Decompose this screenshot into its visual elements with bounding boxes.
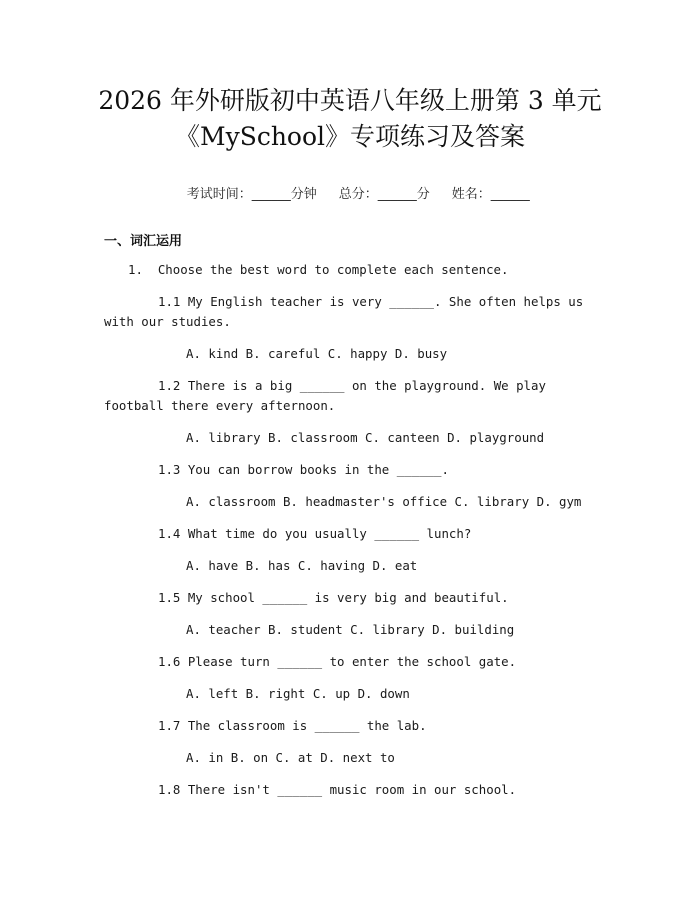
question-item: [104, 292, 604, 332]
student-name-label: 姓名：______: [451, 187, 530, 202]
section-heading: 一、词汇运用: [104, 234, 183, 249]
exam-meta: [0, 168, 700, 217]
exam-time-label: 考试时间：______分钟: [186, 187, 317, 202]
question-item: [104, 716, 604, 736]
question-item: [104, 780, 604, 800]
question-item: [104, 376, 604, 416]
question-text: 1.2 There is a big ______ on the playground. We play football there every afternoon.: [104, 378, 546, 413]
question-item: [104, 652, 604, 672]
question-options: A. library B. classroom C. canteen D. playground: [186, 430, 545, 445]
question-text: 1.5 My school ______ is very big and beautiful.: [158, 590, 509, 605]
question-options: A. in B. on C. at D. next to: [186, 750, 395, 765]
page-title-line2: 《MySchool》专项练习及答案: [174, 122, 526, 151]
total-score-label: 总分：______分: [338, 187, 430, 202]
question-item: [104, 460, 604, 480]
question-text: 1.7 The classroom is ______ the lab.: [158, 718, 427, 733]
question-item: [104, 524, 604, 544]
question-options: A. left B. right C. up D. down: [186, 686, 410, 701]
question-text: 1.4 What time do you usually ______ lunch?: [158, 526, 472, 541]
question-options: A. have B. has C. having D. eat: [186, 558, 418, 573]
page-title-line1: 2026 年外研版初中英语八年级上册第 3 单元: [98, 86, 602, 115]
question-text: 1.1 My English teacher is very ______. She often helps us with our studies.: [104, 294, 584, 329]
question-options: A. teacher B. student C. library D. building: [186, 622, 515, 637]
question-text: 1.3 You can borrow books in the ______.: [158, 462, 449, 477]
question-options: A. kind B. careful C. happy D. busy: [186, 346, 448, 361]
question-options: A. classroom B. headmaster's office C. library D. gym: [186, 494, 582, 509]
question-text: 1.6 Please turn ______ to enter the school gate.: [158, 654, 517, 669]
question-item: [104, 588, 604, 608]
question-instruction: 1. Choose the best word to complete each sentence.: [128, 262, 509, 277]
question-text: 1.8 There isn't ______ music room in our school.: [158, 782, 517, 797]
